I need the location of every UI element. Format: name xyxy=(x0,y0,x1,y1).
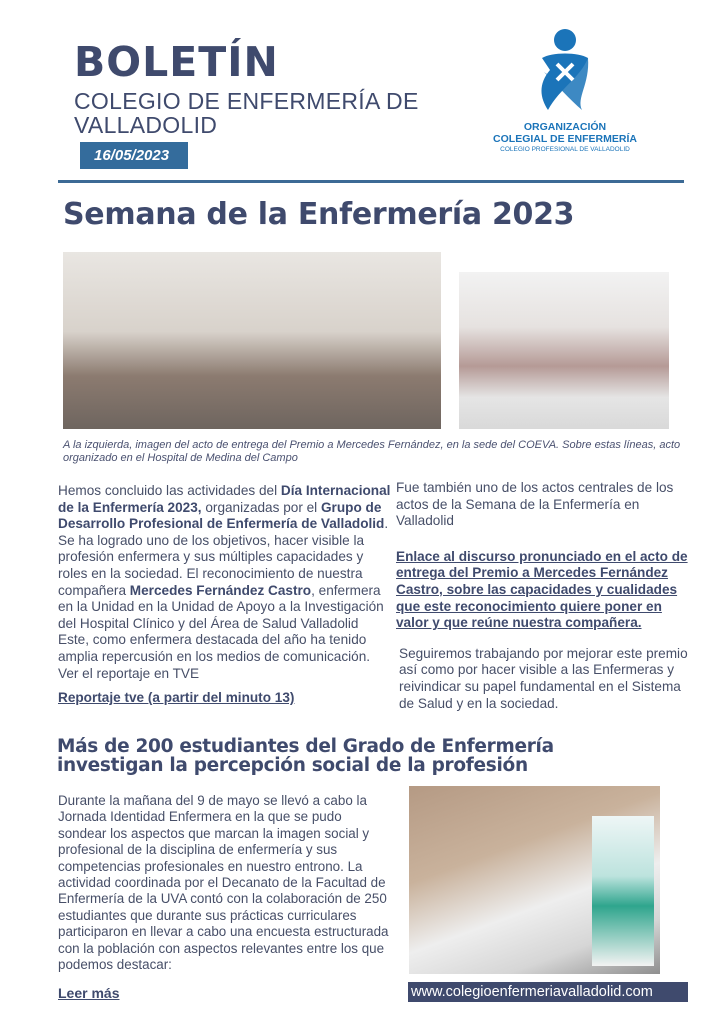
nurse-figure-icon xyxy=(530,28,600,116)
event-banner xyxy=(592,816,654,966)
website-link[interactable]: www.colegioenfermeriavalladolid.com xyxy=(408,982,688,1002)
article-body: Durante la mañana del 9 de mayo se llevó a cabo la Jornada Identidad Enfermera en la que se pudo sondear los aspectos que marcan la imagen social y profesional de la disciplina de enfermería y sus competencias profesionales en nuestro entrono. La actividad coordinada por el Decanato de la Facultad de Enfermería de la UVA contó con la colaboración de 250 estudiantes que durante sus prácticas curriculares participaron en llevar a cabo una encuesta estructurada con la población con aspectos relevantes entre los que podemos destacar: xyxy=(58,793,389,973)
logo-line-1: ORGANIZACIÓN xyxy=(523,121,607,133)
newsletter-title: BOLETÍN xyxy=(74,38,279,86)
logo-line-3: COLEGIO PROFESIONAL DE VALLADOLID xyxy=(500,146,630,153)
article-right-column xyxy=(396,480,696,712)
header-divider xyxy=(58,180,684,183)
paragraph: Seguiremos trabajando por mejorar este premio así como por hacer visible a las Enfermeras y reivindicar su papel fundamental en el Sistema de Salud y en la sociedad. xyxy=(399,645,688,711)
photo-caption: A la izquierda, imagen del acto de entrega del Premio a Mercedes Fernández, en la sede del COEVA. Sobre estas líneas, acto organizado en el Hospital de Medina del Campo xyxy=(63,439,681,464)
logo-line-2: COLEGIAL DE ENFERMERÍA xyxy=(493,133,637,145)
speech-link[interactable]: Enlace al discurso pronunciado en el acto de entrega del Premio a Mercedes Fernández Castro, sobre las capacidades y cualidades que este reconocimiento quiere poner en valor y que reúne nuestra compañera. xyxy=(396,548,688,631)
text-run: organizadas por el xyxy=(201,499,321,515)
text-bold: Día Internacional de la Enfermería 2023, xyxy=(58,483,391,515)
tve-report-link[interactable]: Reportaje tve (a partir del minuto 13) xyxy=(58,690,295,705)
article-left-column xyxy=(58,483,393,682)
hospital-event-photo xyxy=(459,272,669,429)
section-title: Más de 200 estudiantes del Grado de Enfermería investigan la percepción social de la profesión xyxy=(57,736,554,776)
award-ceremony-photo xyxy=(63,252,441,429)
students-photo xyxy=(409,786,660,974)
text-bold: Mercedes Fernández Castro xyxy=(129,582,312,598)
date-badge: 16/05/2023 xyxy=(80,142,188,169)
section-title: Semana de la Enfermería 2023 xyxy=(63,197,575,232)
text-run: Se ha logrado uno de los objetivos, hacer visible la profesión enfermera y sus múltiples capacidades y roles en la sociedad. El reconocimiento de nuestra compañera xyxy=(58,532,365,598)
text-run: . xyxy=(384,516,389,532)
newsletter-subtitle: COLEGIO DE ENFERMERÍA DE VALLADOLID xyxy=(74,88,419,138)
organization-logo xyxy=(490,28,640,155)
paragraph: Fue también uno de los actos centrales de los actos de la Semana de la Enfermería en Valladolid xyxy=(396,480,674,529)
text-bold: Grupo de Desarrollo Profesional de Enfermería de Valladolid xyxy=(58,499,385,532)
read-more-link[interactable]: Leer más xyxy=(58,985,120,1001)
text-run: Hemos concluido las actividades del xyxy=(58,483,281,498)
text-run: , enfermera en la Unidad en la Unidad de Apoyo a la Investigación del Hospital Clínico y del Área de Salud Valladolid Este, como enfermera destacada del año ha tenido amplia repercusión en los medios de comunicación. Ver el reportaje en TVE xyxy=(58,582,384,681)
